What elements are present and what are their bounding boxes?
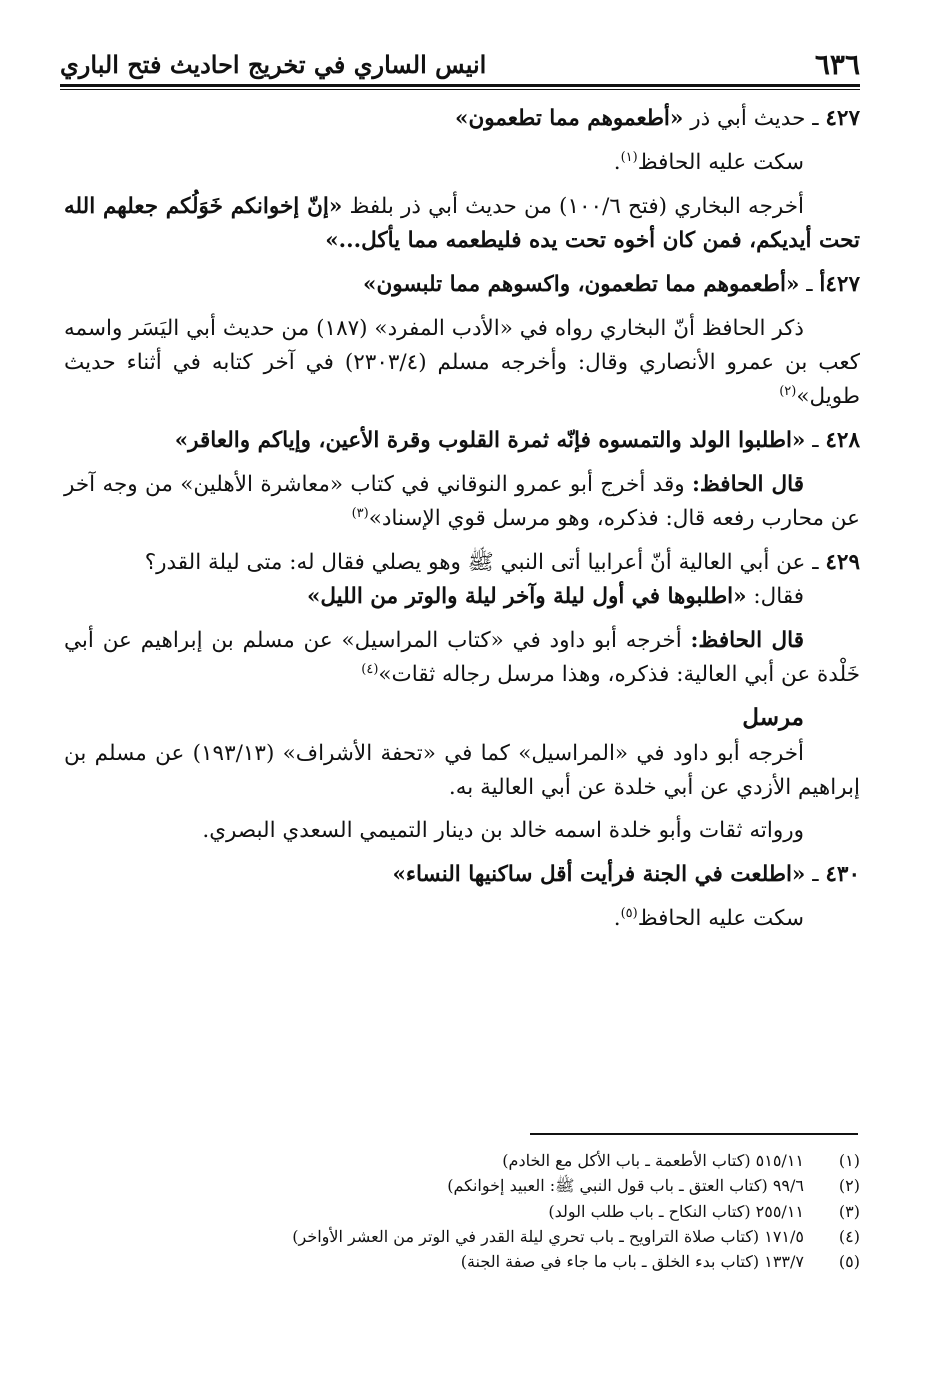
footnote-number: (٤) [838, 1226, 860, 1246]
footnote-ref: (٥) [620, 906, 638, 922]
footnote-separator [530, 1133, 858, 1135]
footnotes [64, 1148, 860, 1274]
hadith-number: ٤٢٧ [825, 106, 860, 131]
footnote [64, 1249, 860, 1274]
hadith-429-heading [64, 546, 860, 614]
footnote [64, 1199, 860, 1224]
footnote [64, 1224, 860, 1249]
footnote-number: (٢) [838, 1176, 860, 1196]
hadith-430-note [64, 902, 860, 936]
footnote-ref: (٣) [351, 505, 369, 521]
narrators-note [64, 814, 860, 848]
page-body [64, 102, 860, 946]
commentary-text: ذكر الحافظ أنّ البخاري رواه في «الأدب المفرد» (١٨٧) من حديث أبي اليَسَر واسمه كعب بن عمرو الأنصاري وقال: وأخرجه مسلم (٢٣٠٣/٤) في آخر كتابه في أثناء حديث طويل» [64, 315, 861, 409]
commentary-quote: «إنّ إخوانكم خَوَلُكم جعلهم الله تحت أيديكم، فمن كان أخوه تحت يده فليطعمه مما يأكل...» [64, 193, 860, 253]
hadith-intro-2: فقال: [746, 583, 804, 609]
book-title: انيس الساري في تخريج احاديث فتح الباري [60, 49, 487, 79]
commentary-text: أخرجه أبو داود في «المراسيل» كما في «تحفة الأشراف» (١٩٣/١٣) عن مسلم بن إبراهيم الأزدي عن أبي خلدة عن أبي العالية به. [64, 740, 860, 800]
page-header [60, 44, 860, 84]
hadith-429-commentary [64, 624, 860, 692]
footnote-text: ١٣٣/٧ (كتاب بدء الخلق ـ باب ما جاء في صفة الجنة) [460, 1252, 804, 1272]
footnote-number: (٥) [838, 1252, 860, 1272]
hadith-intro: ـ عن أبي العالية أنّ أعرابيا أتى النبي ﷺ وهو يصلي فقال له: متى ليلة القدر؟ [144, 549, 826, 575]
commentary-text: وقد أخرج أبو عمرو النوقاني في كتاب «معاشرة الأهلين» من وجه آخر عن محارب رفعه قال: فذكره، وهو مرسل قوي الإسناد» [64, 471, 860, 531]
note-text: سكت عليه الحافظ [637, 149, 804, 175]
hadith-427-note [64, 146, 860, 180]
section-title-mursal: مرسل [742, 703, 804, 731]
commentary-text: أخرجه البخاري (فتح ١٠٠/٦) من حديث أبي ذر بلفظ [342, 193, 804, 219]
footnote-ref: (١) [620, 149, 638, 165]
hadith-text: «أطعموهم مما تطعمون، واكسوهم مما تلبسون» [363, 271, 800, 297]
footnote [64, 1148, 860, 1173]
page-number: ٦٣٦ [814, 47, 860, 81]
commentary-label: قال الحافظ: [691, 471, 804, 497]
hadith-text: «اطلبوها في أول ليلة وآخر ليلة والوتر من الليل» [306, 583, 747, 609]
hadith-427a-commentary [64, 312, 860, 414]
hadith-number: ٤٢٩ [825, 549, 860, 575]
commentary-label: قال الحافظ: [690, 627, 804, 653]
footnote-text: ١٧١/٥ (كتاب صلاة التراويح ـ باب تحري ليلة القدر في الوتر من العشر الأواخر) [292, 1226, 804, 1246]
hadith-427-commentary [64, 190, 860, 258]
footnote-number: (١) [838, 1151, 860, 1170]
hadith-intro: ـ حديث أبي ذر [683, 106, 826, 131]
note-punct: . [613, 149, 621, 175]
footnote-text: ٢٥٥/١١ (كتاب النكاح ـ باب طلب الولد) [548, 1201, 804, 1221]
footnote-text: ٥١٥/١١ (كتاب الأطعمة ـ باب الأكل مع الخادم) [502, 1151, 804, 1170]
hadith-430-heading [64, 858, 860, 892]
footnote [64, 1173, 860, 1198]
hadith-427a-heading [64, 268, 860, 302]
hadith-intro: ـ [805, 427, 826, 453]
hadith-number: ٤٣٠ [825, 862, 860, 888]
note-punct: . [613, 906, 621, 932]
hadith-text: «أطعموهم مما تطعمون» [455, 106, 684, 131]
footnote-number: (٣) [838, 1201, 860, 1221]
hadith-text: «اطلعت في الجنة فرأيت أقل ساكنيها النساء» [392, 862, 806, 888]
hadith-intro: ـ [805, 862, 826, 888]
hadith-428-commentary [64, 468, 860, 536]
commentary-text: ورواته ثقات وأبو خلدة اسمه خالد بن دينار التميمي السعدي البصري. [202, 818, 804, 844]
hadith-number: ٤٢٧أ [819, 271, 860, 297]
hadith-text: «اطلبوا الولد والتمسوه فإنّه ثمرة القلوب وقرة الأعين، وإياكم والعاقر» [174, 427, 806, 453]
hadith-number: ٤٢٨ [825, 427, 860, 453]
footnote-ref: (٤) [361, 661, 379, 677]
footnote-text: ٩٩/٦ (كتاب العتق ـ باب قول النبي ﷺ: العبيد إخوانكم) [447, 1176, 804, 1196]
hadith-intro: ـ [799, 271, 820, 297]
footnote-ref: (٢) [779, 383, 797, 399]
commentary-text: أخرجه أبو داود في «كتاب المراسيل» عن مسلم بن إبراهيم عن أبي خَلْدة عن أبي العالية: فذكره، وهذا مرسل رجاله ثقات» [64, 627, 860, 687]
mursal-commentary [64, 737, 860, 805]
header-rule-thin [60, 89, 860, 90]
hadith-428-heading [64, 424, 860, 458]
note-text: سكت عليه الحافظ [637, 906, 804, 932]
hadith-427-heading [64, 102, 860, 136]
header-rule [60, 84, 860, 87]
